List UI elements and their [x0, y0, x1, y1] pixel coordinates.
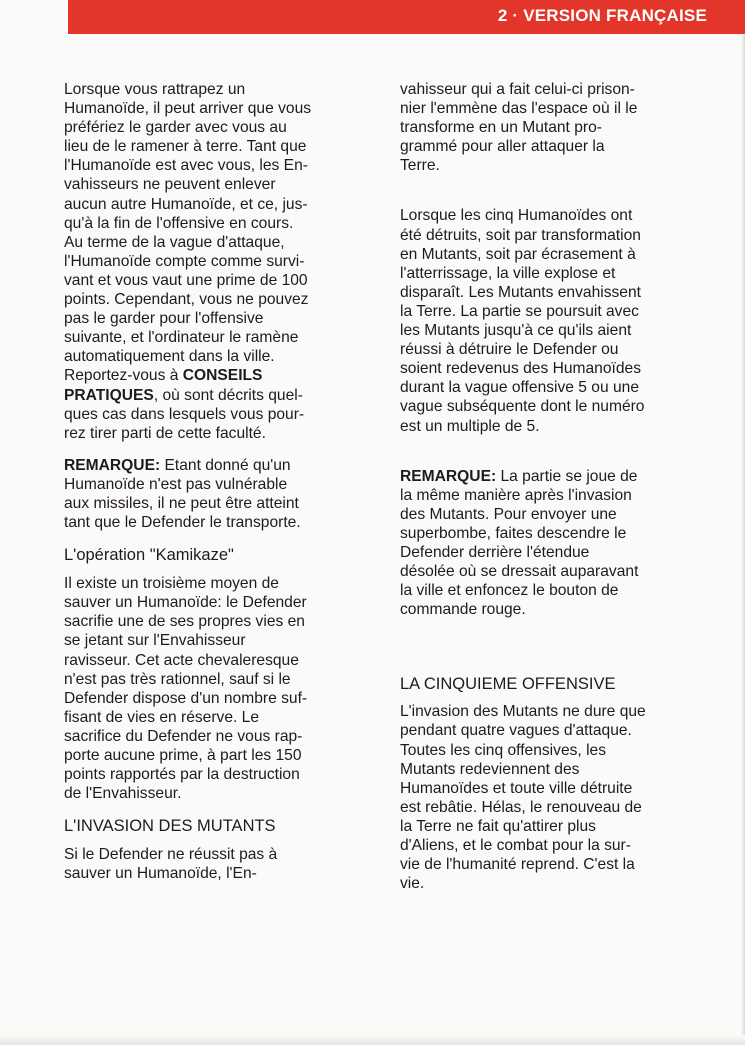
text-line: Humanoïdes et toute ville détruite — [400, 779, 633, 797]
text-line: soient redevenus des Humanoïdes — [400, 360, 641, 378]
text-line: Lorsque les cinq Humanoïdes ont — [400, 207, 633, 225]
text-line: points. Cependant, vous ne pouvez — [64, 291, 309, 309]
fifth-offensive-heading: LA CINQUIEME OFFENSIVE — [400, 675, 616, 694]
text-line: porte aucune prime, à part les 150 — [64, 747, 302, 764]
text-line: Toutes les cinq offensives, les — [400, 741, 607, 759]
text-line: sauver un Humanoïde, l'En- — [64, 865, 257, 883]
text-line: Il existe un troisième moyen de — [64, 575, 279, 593]
right-column — [400, 80, 700, 893]
text-line: points rapportés par la destruction — [64, 766, 300, 784]
text-line: Reportez-vous à CONSEILS — [64, 367, 263, 385]
text-line: préfériez le garder avec vous au — [64, 119, 287, 137]
text-line: durant la vague offensive 5 ou une — [400, 379, 639, 397]
text-line: lieu de le ramener à terre. Tant que — [64, 138, 307, 156]
text-line: de l'Envahisseur. — [64, 785, 182, 803]
note-right — [400, 467, 700, 620]
text-line: rez tirer parti de cette faculté. — [64, 424, 266, 442]
text-line: la ville et enfoncez le bouton de — [400, 582, 619, 600]
text-line: Au terme de la vague d'attaque, — [64, 233, 285, 251]
text-line: suivante, et l'ordinateur le ramène — [64, 329, 299, 347]
text-line: PRATIQUES, où sont décrits quel- — [64, 386, 303, 404]
note-label: REMARQUE: — [400, 467, 497, 485]
text-line: l'Humanoïde compte comme survi- — [64, 252, 305, 270]
text-line: REMARQUE: La partie se joue de — [400, 467, 638, 485]
text-line: la même manière après l'invasion — [400, 486, 632, 504]
text-line: commande rouge. — [400, 601, 526, 619]
text-line: fisant de vies en réserve. Le — [64, 708, 260, 726]
text-line: Humanoïde, il peut arriver que vous — [64, 100, 312, 118]
text-line: grammé pour aller attaquer la — [400, 138, 605, 156]
text-line: sacrifie une de ses propres vies en — [64, 613, 305, 631]
invasion-heading: L'INVASION DES MUTANTS — [64, 817, 276, 836]
text-line: les Mutants jusqu'à ce qu'ils aient — [400, 322, 632, 340]
text-line: été détruits, soit par transformation — [400, 226, 641, 244]
text-line: se jetant sur l'Envahisseur — [64, 632, 246, 650]
header-bar — [68, 0, 745, 34]
text-line: Defender derrière l'étendue — [400, 543, 590, 561]
text-line: transforme en un Mutant pro- — [400, 119, 602, 137]
paragraph-invasion-continued — [400, 80, 700, 175]
paragraph-invasion-start — [64, 845, 364, 883]
text-line: disparaît. Les Mutants envahissent — [400, 283, 641, 301]
text-line: vahisseurs ne peuvent enlever — [64, 176, 276, 194]
paragraph-keep-humanoid — [64, 80, 364, 443]
text-line: réussi à détruire le Defender ou — [400, 341, 619, 359]
text-line: ravisseur. Cet acte chevaleresque — [64, 651, 299, 669]
text-line: pas le garder pour l'offensive — [64, 310, 264, 328]
text-line: Humanoïde n'est pas vulnérable — [64, 475, 288, 493]
text-line: ques cas dans lesquels vous pour- — [64, 405, 305, 423]
text-line: Mutants redeviennent des — [400, 760, 580, 778]
text-line: sauver un Humanoïde: le Defender — [64, 594, 307, 612]
section-title: 2 · VERSION FRANÇAISE — [497, 6, 707, 25]
kamikaze-heading: L'opération "Kamikaze" — [64, 546, 234, 565]
text-line: la Terre ne fait qu'attirer plus — [400, 817, 596, 835]
text-line: est rebâtie. Hélas, le renouveau de — [400, 798, 642, 816]
text-line: en Mutants, soit par écrasement à — [400, 245, 636, 263]
page-edge — [741, 34, 745, 1045]
text-line: aucun autre Humanoïde, et ce, jus- — [64, 195, 308, 213]
text-line: vie. — [400, 875, 425, 893]
text-line: Lorsque vous rattrapez un — [64, 81, 246, 98]
text-line: l'Humanoïde est avec vous, les En- — [64, 157, 308, 175]
left-column — [64, 80, 364, 883]
text-line: des Mutants. Pour envoyer une — [400, 505, 617, 523]
text-line: superbombe, faites descendre le — [400, 524, 627, 542]
text-line: vant et vous vaut une prime de 100 — [64, 271, 308, 289]
paragraph-kamikaze — [64, 574, 364, 803]
text-line: d'Aliens, et le combat pour la sur- — [400, 837, 631, 854]
page-bottom-edge — [0, 1035, 745, 1045]
text-line: est un multiple de 5. — [400, 417, 540, 435]
text-line: automatiquement dans la ville. — [64, 348, 275, 366]
text-line: Si le Defender ne réussit pas à — [64, 846, 278, 864]
note-left — [64, 456, 364, 532]
paragraph-city-destroyed — [400, 206, 700, 435]
note-label: REMARQUE: — [64, 456, 161, 474]
text-line: vague subséquente dont le numéro — [400, 398, 645, 416]
text-line: sacrifice du Defender ne vous rap- — [64, 727, 303, 745]
paragraph-fifth-offensive — [400, 702, 700, 893]
text-line: pendant quatre vagues d'attaque. — [400, 722, 632, 740]
text-line: Defender dispose d'un nombre suf- — [64, 689, 308, 707]
text-line: la Terre. La partie se poursuit avec — [400, 302, 639, 320]
text-line: vie de l'humanité reprend. C'est la — [400, 856, 635, 874]
text-line: aux missiles, il ne peut être atteint — [64, 494, 299, 512]
text-line: nier l'emmène das l'espace où il le — [400, 100, 638, 118]
text-line: désolée où se dressait auparavant — [400, 563, 639, 581]
text-line: L'invasion des Mutants ne dure que — [400, 703, 646, 721]
text-line: Terre. — [400, 157, 440, 175]
text-line: tant que le Defender le transporte. — [64, 514, 301, 532]
conseils-pratiques-ref: CONSEILS — [182, 367, 263, 385]
text-line: REMARQUE: Etant donné qu'un — [64, 456, 291, 474]
text-line: qu'à la fin de l'offensive en cours. — [64, 214, 294, 232]
text-line: l'atterrissage, la ville explose et — [400, 264, 616, 282]
text-line: n'est pas très rationnel, sauf si le — [64, 670, 291, 688]
text-line: vahisseur qui a fait celui-ci prison- — [400, 81, 635, 98]
